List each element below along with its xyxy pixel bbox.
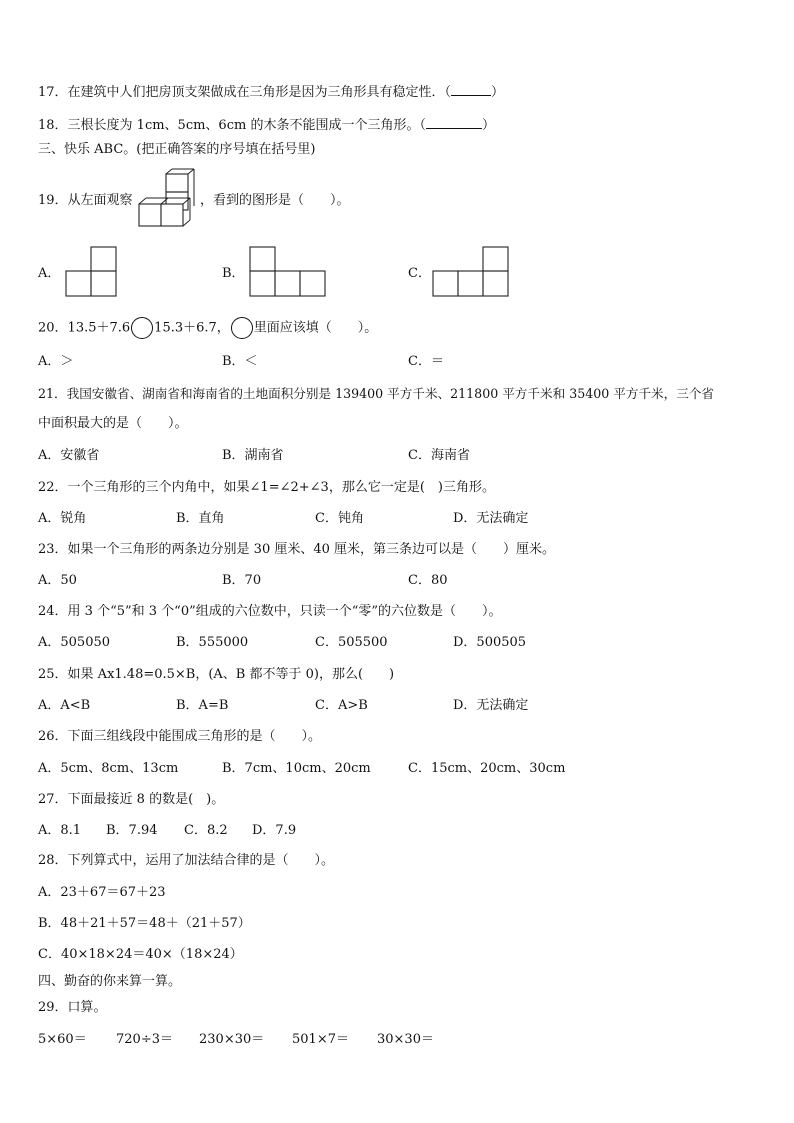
- option-26-c[interactable]: C．15cm、20cm、30cm: [408, 761, 566, 776]
- cube-stack-figure: [138, 170, 200, 232]
- option-25-a[interactable]: A．A<B: [38, 698, 91, 713]
- option-22-a[interactable]: A．锐角: [38, 511, 87, 526]
- option-27-a[interactable]: A．8.1: [38, 823, 82, 838]
- question-24-text: 24．用 3 个“5”和 3 个“0”组成的六位数中，只读一个“零”的六位数是（ ）。: [38, 604, 502, 619]
- option-19-a-label[interactable]: A．: [38, 266, 61, 281]
- question-19-text-before: 19．从左面观察: [38, 193, 133, 208]
- option-19-b-figure: [250, 246, 328, 298]
- answer-blank-18[interactable]: [426, 116, 482, 129]
- option-19-c-label[interactable]: C．: [408, 266, 431, 281]
- oral-calc-item[interactable]: 501×7＝: [292, 1032, 349, 1047]
- option-21-c[interactable]: C．海南省: [408, 448, 470, 463]
- compare-circle-2[interactable]: [231, 317, 253, 339]
- option-28-c[interactable]: C．40×18×24＝40×（18×24）: [38, 947, 243, 962]
- option-26-b[interactable]: B．7cm、10cm、20cm: [222, 761, 371, 776]
- question-29-text: 29．口算。: [38, 1000, 107, 1015]
- oral-calc-item[interactable]: 30×30＝: [377, 1032, 434, 1047]
- question-18-text: 18．三根长度为 1cm、5cm、6cm 的木条不能围成一个三角形。（: [38, 118, 426, 133]
- option-22-c[interactable]: C．钝角: [315, 511, 364, 526]
- question-20-part1: 20．13.5＋7.6: [38, 320, 131, 336]
- option-24-b[interactable]: B．555000: [176, 635, 249, 650]
- option-28-a[interactable]: A．23＋67＝67＋23: [38, 885, 166, 900]
- question-17-text: 17．在建筑中人们把房顶支架做成在三角形是因为三角形具有稳定性．（: [38, 85, 452, 100]
- question-17: [38, 83, 504, 101]
- option-24-a[interactable]: A．505050: [38, 635, 111, 650]
- option-19-a-figure: [66, 246, 118, 298]
- option-19-c-figure: [433, 246, 511, 298]
- option-22-b[interactable]: B．直角: [176, 511, 225, 526]
- question-18: [38, 116, 495, 134]
- option-20-a[interactable]: A．＞: [38, 354, 74, 369]
- question-23-text: 23．如果一个三角形的两条边分别是 30 厘米、40 厘米，第三条边可以是（ ）厘米。: [38, 542, 556, 557]
- oral-calc-item[interactable]: 230×30＝: [199, 1032, 265, 1047]
- option-24-c[interactable]: C．505500: [315, 635, 388, 650]
- option-26-a[interactable]: A．5cm、8cm、13cm: [38, 761, 179, 776]
- question-27-text: 27．下面最接近 8 的数是( )。: [38, 792, 225, 807]
- question-17-close: ）: [491, 85, 505, 100]
- option-23-a[interactable]: A．50: [38, 573, 77, 588]
- question-20-part3: 里面应该填（ ）。: [253, 320, 378, 336]
- answer-blank-17[interactable]: [451, 83, 491, 96]
- question-21-line1: 21．我国安徽省、湖南省和海南省的土地面积分别是 139400 平方千米、211800 平方千米和 35400 平方千米，三个省: [38, 386, 715, 401]
- question-20: [38, 317, 377, 339]
- option-23-b[interactable]: B．70: [222, 573, 262, 588]
- question-19-text-after: ，看到的图形是（ ）。: [200, 193, 350, 208]
- option-23-c[interactable]: C．80: [408, 573, 448, 588]
- option-20-b[interactable]: B．＜: [222, 354, 258, 369]
- question-20-part2: 15.3＋6.7，: [154, 320, 230, 336]
- question-22-text: 22．一个三角形的三个内角中，如果∠1=∠2+∠3，那么它一定是( )三角形。: [38, 480, 495, 495]
- option-27-b[interactable]: B．7.94: [106, 823, 158, 838]
- question-26-text: 26．下面三组线段中能围成三角形的是（ ）。: [38, 729, 322, 744]
- option-21-b[interactable]: B．湖南省: [222, 448, 284, 463]
- section-4-heading: 四、勤奋的你来算一算。: [38, 974, 182, 989]
- section-3-heading: 三、快乐 ABC。(把正确答案的序号填在括号里): [38, 142, 316, 157]
- question-18-close: ）: [481, 118, 495, 133]
- option-24-d[interactable]: D．500505: [453, 635, 527, 650]
- option-25-b[interactable]: B．A=B: [176, 698, 229, 713]
- compare-circle-1[interactable]: [131, 317, 153, 339]
- option-19-b-label[interactable]: B．: [222, 266, 245, 281]
- question-25-text: 25．如果 Ax1.48=0.5×B，(A、B 都不等于 0)，那么( ): [38, 667, 395, 682]
- option-27-d[interactable]: D．7.9: [252, 823, 297, 838]
- option-22-d[interactable]: D．无法确定: [453, 511, 529, 526]
- option-25-c[interactable]: C．A>B: [315, 698, 368, 713]
- question-28-text: 28．下列算式中，运用了加法结合律的是（ ）。: [38, 853, 335, 868]
- option-21-a[interactable]: A．安徽省: [38, 448, 100, 463]
- question-21-line2: 中面积最大的是（ ）。: [38, 416, 188, 431]
- option-20-c[interactable]: C．＝: [408, 354, 444, 369]
- oral-calc-item[interactable]: 720÷3＝: [116, 1032, 173, 1047]
- oral-calc-item[interactable]: 5×60＝: [38, 1032, 87, 1047]
- option-28-b[interactable]: B．48＋21＋57＝48＋（21＋57）: [38, 916, 251, 931]
- option-25-d[interactable]: D．无法确定: [453, 698, 529, 713]
- option-27-c[interactable]: C．8.2: [184, 823, 228, 838]
